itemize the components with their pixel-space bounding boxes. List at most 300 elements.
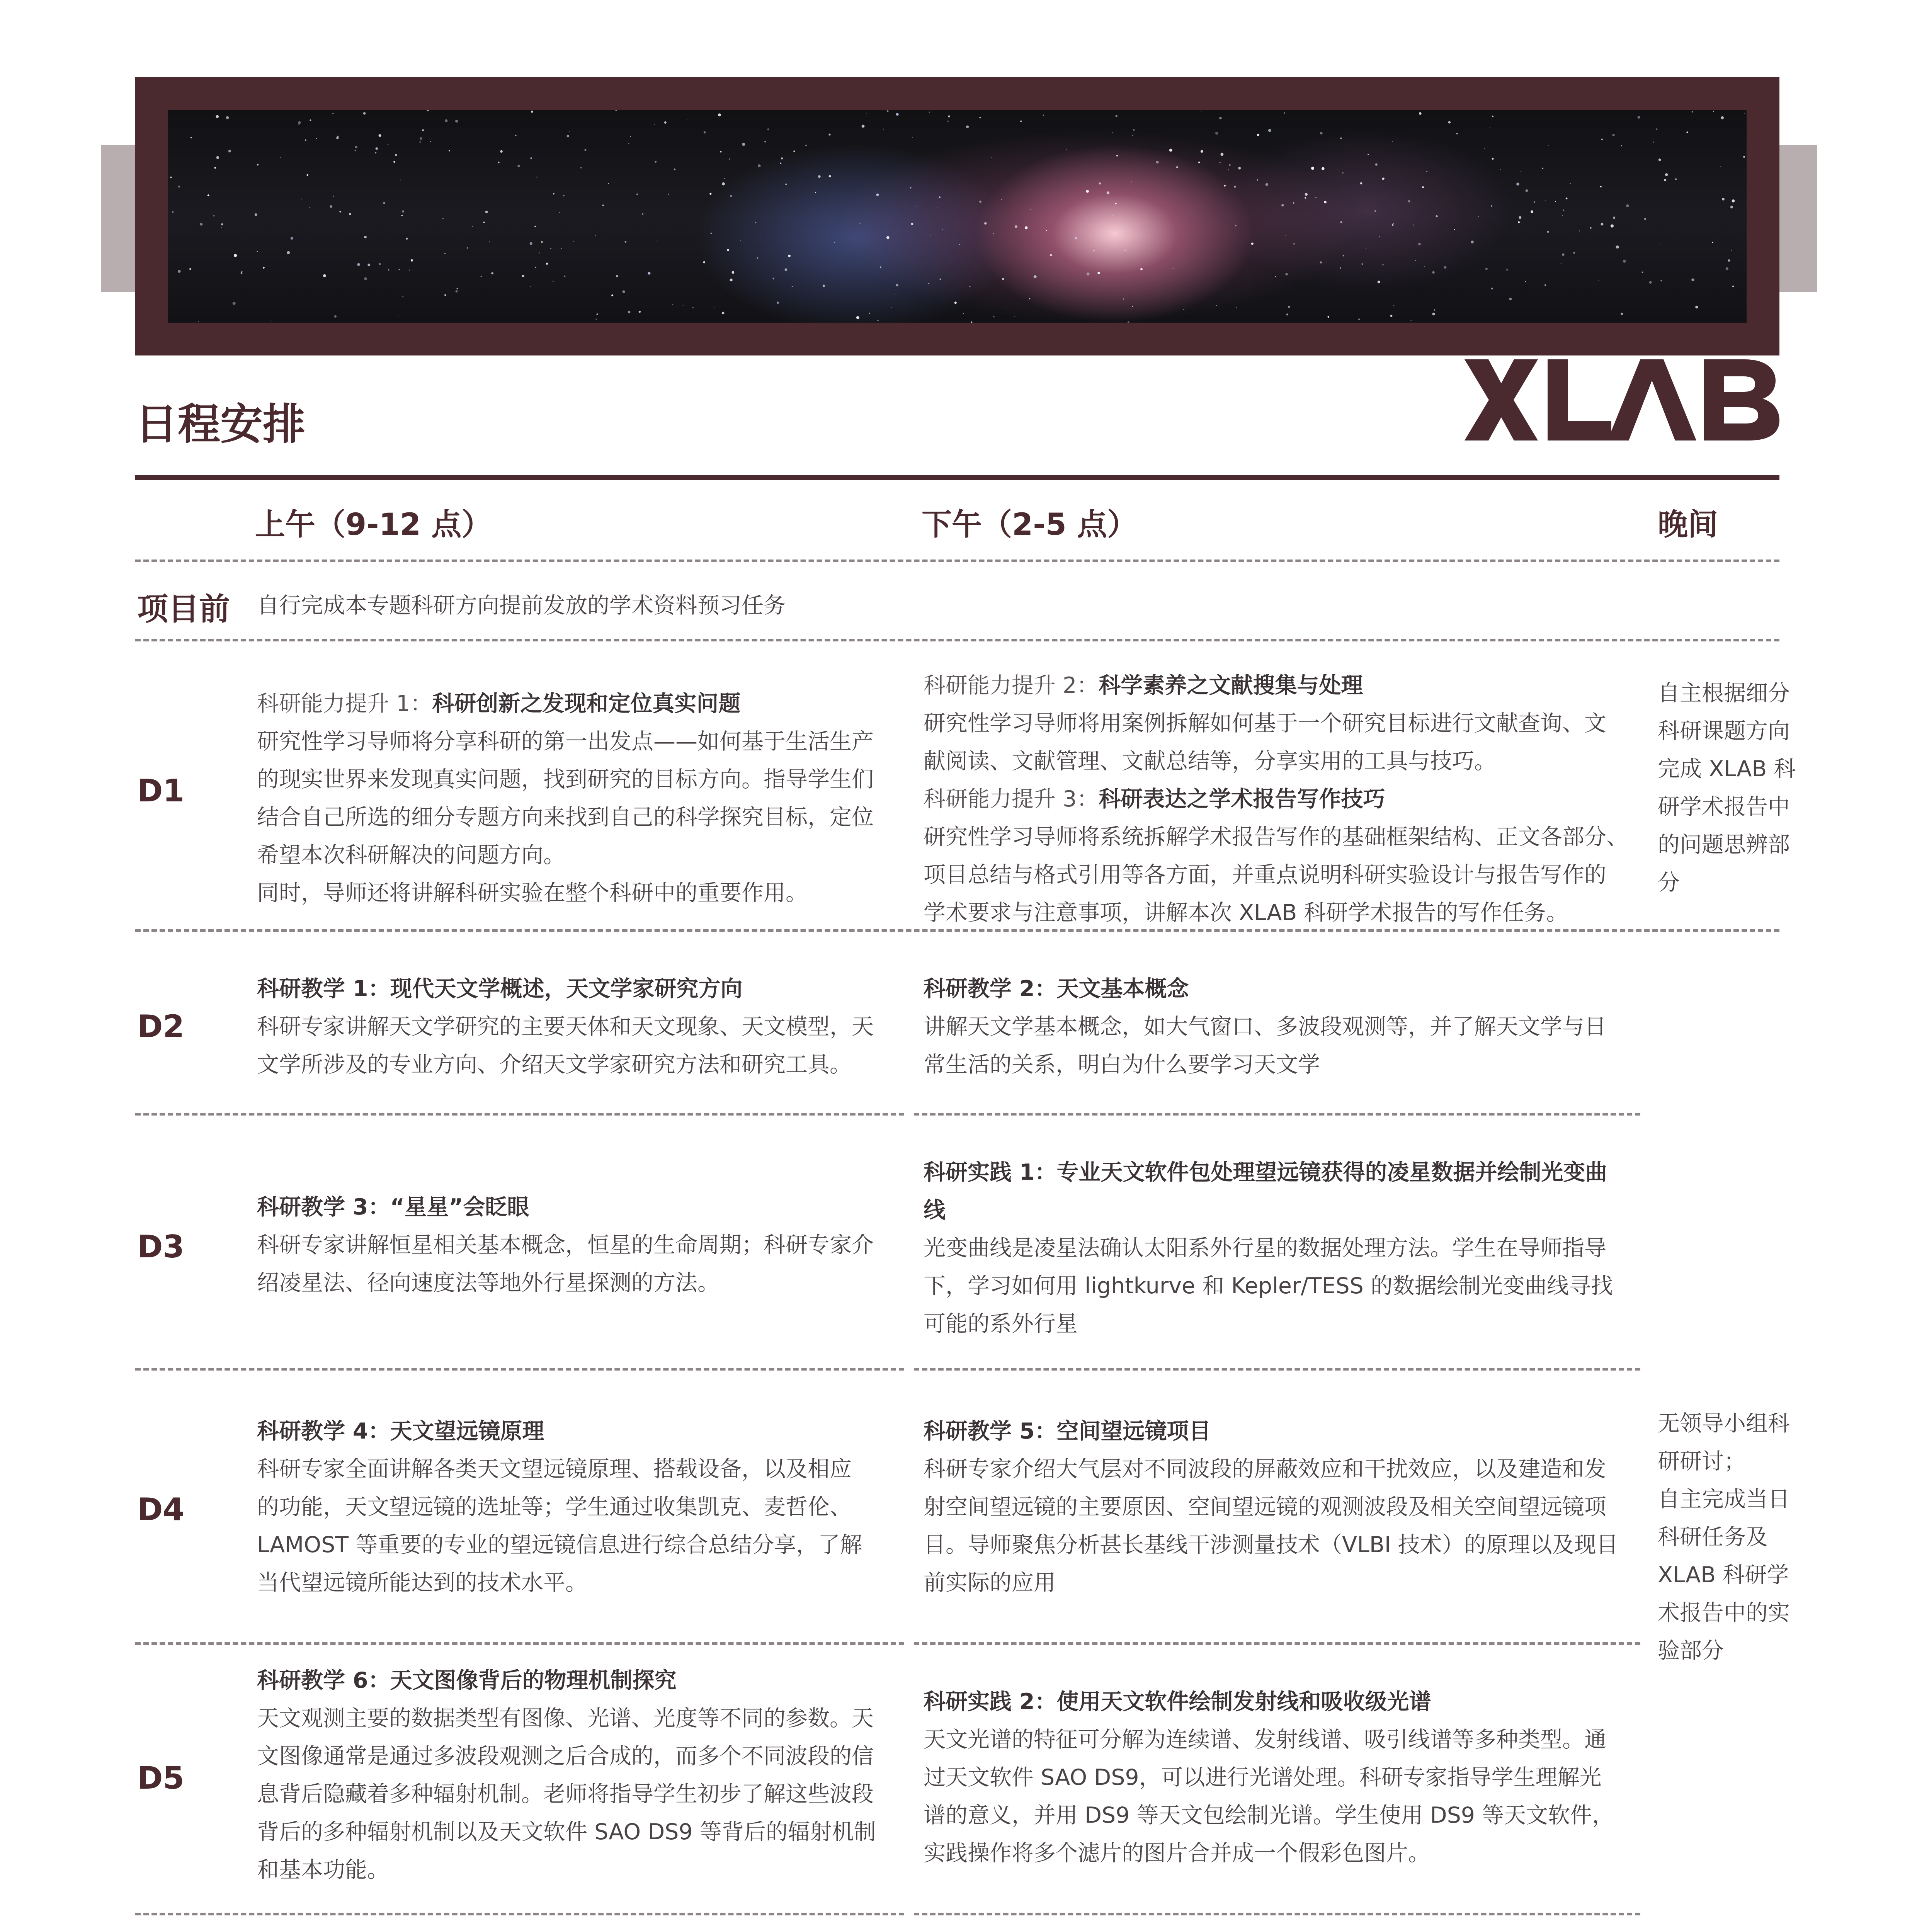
star [241,272,243,274]
star [573,241,574,242]
d3-morning-line: 科研专家讲解恒星相关基本概念，恒星的生命周期；科研专家介 [257,1232,874,1258]
star [1621,145,1622,146]
star [1419,112,1422,115]
star [530,157,532,159]
star [367,264,370,266]
d4-morning-line: LAMOST 等重要的专业的望远镜信息进行综合总结分享，了解 [257,1532,862,1558]
star [449,150,450,151]
star [1726,267,1728,270]
star [970,286,971,287]
star [720,151,722,153]
star [1478,216,1479,217]
star [427,110,429,111]
star [1050,254,1052,256]
star [724,178,725,179]
star [636,194,638,196]
star [228,150,231,153]
d2-afternoon-title: 科研教学 2：天文基本概念 [924,976,1189,1002]
star [834,242,835,243]
d1-evening-line: 分 [1658,870,1680,895]
star [948,116,950,117]
star [971,321,973,323]
star [402,210,404,213]
star [1228,169,1229,170]
d5-morning-line: 天文观测主要的数据类型有图像、光谱、光度等不同的参数。天 [257,1706,874,1731]
star [1340,221,1342,223]
star [1456,133,1458,134]
d5-afternoon-title: 科研实践 2：使用天文软件绘制发射线和吸收级光谱 [924,1689,1431,1714]
star [363,112,366,115]
star [200,223,202,226]
star [1491,287,1493,289]
star [615,110,617,111]
star [1116,155,1118,156]
star [1730,206,1733,208]
star [1374,210,1376,212]
star [1358,318,1360,320]
star [1492,116,1493,117]
d3-afternoon-cell [924,1153,1613,1343]
star [1656,128,1658,130]
column-header-morning: 上午（9-12 点） [255,507,492,542]
d5-morning-title: 科研教学 6：天文图像背后的物理机制探究 [257,1668,677,1693]
star [1432,313,1435,315]
star [1658,158,1661,161]
star [883,129,884,130]
star [959,244,960,245]
star [566,135,569,138]
star [539,252,540,253]
star [979,201,981,203]
star [541,241,543,243]
star [1215,132,1218,135]
star [333,196,334,197]
star [1485,268,1488,270]
star [709,193,711,195]
star [896,113,899,116]
star [530,242,532,245]
star [692,307,694,308]
d1-morning-line: 希望本次科研解决的问题方向。 [257,842,565,868]
d1-afternoon-prefix: 科研能力提升 2： [924,673,1099,698]
star [993,316,994,317]
d5-afternoon-cell [924,1683,1614,1872]
row-divider [135,1368,904,1371]
star [1418,243,1421,245]
star [388,269,390,271]
star [1644,218,1646,220]
star [337,136,339,138]
star [310,119,311,121]
d1-evening-line: 研学术报告中 [1658,794,1790,820]
star [793,150,795,152]
star [896,284,898,287]
star [911,223,913,225]
star [255,213,257,216]
star [823,285,825,287]
star [1563,209,1564,211]
star [1531,210,1533,213]
star [287,251,290,254]
star [333,113,334,114]
star [1034,275,1037,278]
star [376,147,378,150]
star [1093,250,1095,252]
row-divider [914,1368,1640,1371]
star [880,267,881,268]
star [655,161,657,163]
star [718,114,721,117]
star [1132,306,1133,307]
star [730,195,732,197]
d4-evening-line: 验部分 [1658,1638,1724,1663]
star [485,211,488,213]
star [740,240,741,241]
star [1266,183,1268,186]
star [1198,162,1200,163]
d3-morning-line: 绍凌星法、径向速度法等地外行星探测的方法。 [257,1270,720,1296]
star [755,222,756,223]
star [445,119,448,122]
star [226,116,229,119]
star [1426,171,1427,172]
star [1284,112,1285,114]
star [1378,281,1380,283]
d2-morning-line: 文学所涉及的专业方向、介绍天文学家研究方法和研究工具。 [257,1052,852,1077]
star [411,259,413,262]
d2-morning-title: 科研教学 1：现代天文学概述，天文学家研究方向 [257,976,743,1002]
star [781,157,783,159]
star [1176,166,1178,168]
d5-morning-line: 背后的多种辐射机制以及天文软件 SAO DS9 等背后的辐射机制 [257,1819,876,1845]
star [1691,279,1694,282]
star [1238,167,1241,170]
star [531,286,532,287]
star [785,269,788,271]
d5-morning-line: 和基本功能。 [257,1857,389,1883]
star [1695,306,1698,308]
star [1491,205,1492,207]
star [1454,229,1455,230]
star [1123,298,1124,299]
d5-afternoon-line: 天文光谱的特征可分解为连续谱、发射线谱、吸引线谱等多种类型。通 [924,1727,1606,1752]
star [624,241,626,243]
star [1665,173,1668,176]
star [1413,224,1414,225]
star [683,305,684,306]
d1-afternoon-title: 科研表达之学术报告写作技巧 [1099,786,1385,812]
star [1390,315,1393,317]
star [1471,241,1473,243]
star [780,163,782,164]
d4-afternoon-cell [924,1412,1618,1602]
star [1424,266,1425,267]
star [1555,201,1556,202]
row-divider [914,1642,1640,1645]
star [191,137,192,139]
star [1444,266,1446,269]
star [455,120,458,122]
star [963,313,964,314]
star [856,316,859,319]
star [1732,199,1735,202]
star [379,263,381,265]
star [422,129,424,131]
star [1545,200,1546,201]
star [608,183,609,184]
star [491,272,493,274]
star [1590,227,1592,229]
star [1293,243,1294,245]
star [1382,264,1383,265]
star [483,221,485,223]
star [1219,117,1221,119]
star [442,218,444,219]
star [1616,245,1619,248]
star [1257,134,1259,136]
starfield [168,110,1747,323]
d1-morning-title: 科研创新之发现和定位真实问题 [432,691,741,716]
d1-evening-line: 自主根据细分 [1658,680,1790,706]
star [595,235,596,236]
star [1613,216,1615,219]
star [742,143,745,146]
star [1340,267,1341,269]
d2-afternoon-cell [924,970,1606,1083]
star [788,255,791,257]
d4-morning-title: 科研教学 4：天文望远镜原理 [257,1418,544,1444]
star [1183,309,1184,310]
star [1516,183,1519,186]
star [1744,113,1745,114]
star [1382,177,1385,180]
star [1320,132,1323,134]
star [1128,321,1129,323]
row-label-d1: D1 [137,773,185,809]
star [1257,179,1259,181]
star [444,253,446,254]
star [1361,263,1363,265]
star [1275,276,1276,277]
star [1562,253,1564,256]
star [257,251,258,252]
star [1492,158,1494,160]
star [1728,259,1730,262]
d2-morning-cell [257,970,874,1083]
star [216,115,219,118]
star [1221,153,1224,156]
star [1133,129,1135,131]
d3-afternoon-title: 科研实践 1：专业天文软件包处理望远镜获得的凌星数据并绘制光变曲 [924,1160,1607,1185]
star [1268,129,1271,132]
star [1649,281,1652,284]
star [531,111,533,113]
star [623,290,625,293]
star [1368,154,1369,155]
star [563,195,565,197]
star [1311,167,1314,170]
d1-afternoon-title: 科学素养之文献搜集与处理 [1099,673,1363,698]
star [216,156,219,159]
star [355,150,356,151]
d3-afternoon-line: 光变曲线是凌星法确认太阳系外行星的数据处理方法。学生在导师指导 [924,1235,1606,1261]
star [674,168,675,170]
star [1043,115,1044,116]
star [1324,201,1327,204]
star [178,270,181,273]
star [1285,273,1288,275]
star [1664,179,1666,181]
star [722,182,725,185]
row-divider [135,1113,904,1116]
star [947,121,948,122]
star [792,286,793,287]
star [1534,201,1535,203]
star [383,202,385,204]
d1-morning-line: 结合自己所选的细分专题方向来找到自己的科学探究目标，定位 [257,804,874,830]
star [1293,202,1294,204]
star [1732,286,1734,287]
star [1484,148,1485,150]
d5-afternoon-line: 实践操作将多个滤片的图片合并成一个假彩色图片。 [924,1840,1430,1866]
star [1562,215,1563,216]
star [1025,226,1028,230]
star [569,131,570,132]
star [929,112,930,113]
star [1322,167,1325,170]
d1-afternoon-cell [924,667,1628,932]
page-title: 日程安排 [135,400,305,449]
star [1611,224,1614,228]
column-header-evening: 晚间 [1658,507,1718,542]
star [364,236,367,238]
star [1601,223,1603,226]
star [522,275,524,277]
star [1169,149,1172,152]
star [1506,269,1508,271]
star [1519,216,1521,219]
star [704,131,706,134]
star [1099,182,1101,185]
star [1721,116,1724,119]
star [628,143,629,144]
d3-morning-title: 科研教学 3：“星星”会眨眼 [257,1194,529,1220]
star [1112,132,1113,133]
star [1722,198,1725,201]
d1-afternoon-line: 项目总结与格式引用等各方面，并重点说明科研实验设计与报告写作的 [924,862,1606,888]
star [241,271,242,272]
star [420,137,422,140]
star [1125,250,1126,251]
star [457,288,458,289]
star [1731,250,1732,251]
star [991,157,992,158]
row-divider [135,1642,904,1645]
d1-evening-line: 完成 XLAB 科 [1658,756,1796,782]
d3-afternoon-title: 线 [924,1197,946,1223]
star [498,162,500,163]
star [399,269,400,270]
pre-morning-text: 自行完成本专题科研方向提前发放的学术资料预习任务 [257,593,786,618]
star [777,301,779,304]
star [1392,141,1393,142]
star [1020,121,1022,122]
star [323,274,326,277]
d1-afternoon-line: 研究性学习导师将用案例拆解如何基于一个研究目标进行文献查询、文 [924,711,1606,736]
d1-afternoon-line: 献阅读、文献管理、文献总结等，分享实用的工具与技巧。 [924,748,1496,774]
d4-morning-line: 的功能，天文望远镜的选址等；学生通过收集凯克、麦哲伦、 [257,1494,852,1520]
star [481,276,482,277]
star [1172,268,1174,269]
star [213,215,214,216]
d4-evening-line: 研研讨； [1658,1449,1746,1474]
star [1626,204,1629,207]
star [1029,298,1030,299]
star [767,128,769,130]
star [1375,163,1378,166]
star [1236,307,1237,308]
d4-evening-line: 无领导小组科 [1658,1411,1790,1436]
banner-nebula-image [168,110,1747,323]
star [859,223,861,224]
d1-morning-prefix: 科研能力提升 1： [257,691,432,716]
row-divider [914,1913,1640,1915]
d4-afternoon-line: 前实际的应用 [924,1570,1056,1595]
star [993,233,994,234]
star [580,167,582,168]
star [630,136,631,137]
d4-evening-line: 科研任务及 [1658,1524,1768,1550]
star [1360,182,1362,185]
star [550,248,551,249]
star [1281,204,1284,206]
star [1392,224,1394,226]
star [1642,272,1643,273]
star [1542,168,1543,169]
star [628,311,630,313]
star [939,196,941,198]
star [1224,185,1226,187]
star [727,249,729,251]
star [1525,281,1526,282]
star [1075,237,1077,240]
star [1638,116,1640,119]
star [1712,242,1713,243]
d1-evening-line: 的问题思辨部 [1658,832,1790,857]
star [1415,260,1416,261]
d2-afternoon-line: 讲解天文学基本概念，如大气窗口、多波段观测等，并了解天文学与日 [924,1014,1606,1039]
star [1692,111,1693,112]
star [257,164,259,166]
star [1132,135,1133,136]
star [1500,169,1501,170]
star [1327,316,1329,318]
star [534,226,536,227]
star [1097,272,1100,274]
star [878,320,879,321]
star [553,193,555,195]
d2-afternoon-line: 常生活的关系，明白为什么要学习天文学 [924,1052,1320,1077]
star [815,192,816,193]
star [406,238,408,240]
star [1393,305,1394,306]
row-divider [135,639,1779,641]
d4-afternoon-line: 科研专家介绍大气层对不同波段的屏蔽效应和干扰效应，以及建造和发 [924,1456,1606,1482]
star [1342,172,1344,174]
star [862,125,865,128]
star [1570,183,1571,184]
star [1448,121,1451,123]
